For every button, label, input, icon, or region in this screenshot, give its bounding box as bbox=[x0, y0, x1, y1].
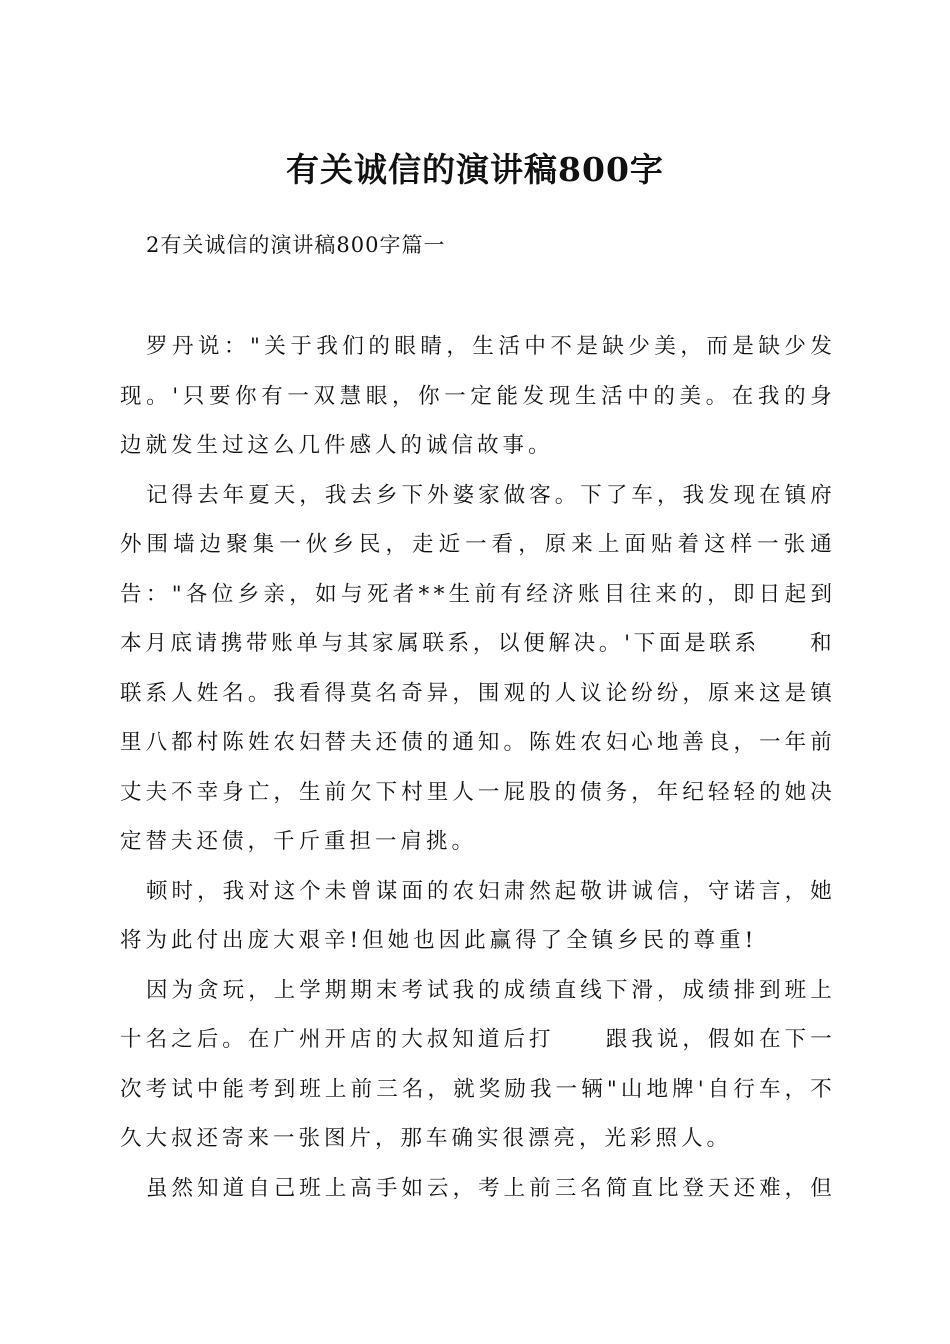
body-line: 现 。 ' 只 要 你 有 一 双 慧 眼 ， 你 一 定 能 发 现 生 活 中 的 美 。 在 我 的 身 bbox=[120, 383, 832, 409]
body-line: 定替夫还债，千斤重担一肩挑。 bbox=[120, 829, 478, 854]
document-body bbox=[120, 322, 832, 1213]
body-line: 久大叔还寄来一张图片，那车确实很漂亮，光彩照人。 bbox=[120, 1126, 733, 1151]
document-title: 有关诚信的演讲稿800字 bbox=[286, 150, 664, 189]
body-line: 丈 夫 不 幸 身 亡 ， 生 前 欠 下 村 里 人 一 屁 股 的 债 务 ， 年 纪 轻 轻 的 她 决 bbox=[120, 779, 832, 805]
body-line: 次 考 试 中 能 考 到 班 上 前 三 名 ， 就 奖 励 我 一 辆 " 山 地 牌 ' 自 行 车 ， 不 bbox=[120, 1076, 832, 1102]
body-line: 告 ： " 各 位 乡 亲 ， 如 与 死 者 * * 生 前 有 经 济 账 目 往 来 的 ， 即 日 起 到 bbox=[120, 581, 832, 607]
body-line: 联 系 人 姓 名 。 我 看 得 莫 名 奇 异 ， 围 观 的 人 议 论 纷 纷 ， 原 来 这 是 镇 bbox=[120, 680, 832, 706]
body-line: 罗 丹 说 ： " 关 于 我 们 的 眼 睛 ， 生 活 中 不 是 缺 少 美 ， 而 是 缺 少 发 bbox=[146, 334, 832, 359]
body-line: 因 为 贪 玩 ， 上 学 期 期 末 考 试 我 的 成 绩 直 线 下 滑 ， 成 绩 排 到 班 上 bbox=[146, 977, 832, 1003]
body-line: 十 名 之 后 。 在 广 州 开 店 的 大 叔 知 道 后 打 跟 我 说 ， 假 如 在 下 一 bbox=[120, 1027, 832, 1052]
body-line: 记 得 去 年 夏 天 ， 我 去 乡 下 外 婆 家 做 客 。 下 了 车 ， 我 发 现 在 镇 府 bbox=[146, 482, 832, 508]
body-line: 顿 时 ， 我 对 这 个 未 曾 谋 面 的 农 妇 肃 然 起 敬 讲 诚 信 ， 守 诺 言 ， 她 bbox=[146, 878, 832, 904]
document-subtitle: 2有关诚信的演讲稿800字篇一 bbox=[146, 233, 446, 257]
body-line: 本 月 底 请 携 带 账 单 与 其 家 属 联 系 ， 以 便 解 决 。 ' 下 面 是 联 系 和 bbox=[120, 631, 832, 656]
body-line: 将为此付出庞大艰辛!但她也因此赢得了全镇乡民的尊重! bbox=[120, 928, 758, 953]
body-line: 边就发生过这么几件感人的诚信故事。 bbox=[120, 433, 554, 458]
body-line: 外 围 墙 边 聚 集 一 伙 乡 民 ， 走 近 一 看 ， 原 来 上 面 贴 着 这 样 一 张 通 bbox=[120, 532, 832, 557]
body-line: 虽 然 知 道 自 己 班 上 高 手 如 云 ， 考 上 前 三 名 简 直 比 登 天 还 难 ， 但 bbox=[146, 1175, 832, 1201]
body-line: 里 八 都 村 陈 姓 农 妇 替 夫 还 债 的 通 知 。 陈 姓 农 妇 心 地 善 良 ， 一 年 前 bbox=[120, 730, 832, 755]
